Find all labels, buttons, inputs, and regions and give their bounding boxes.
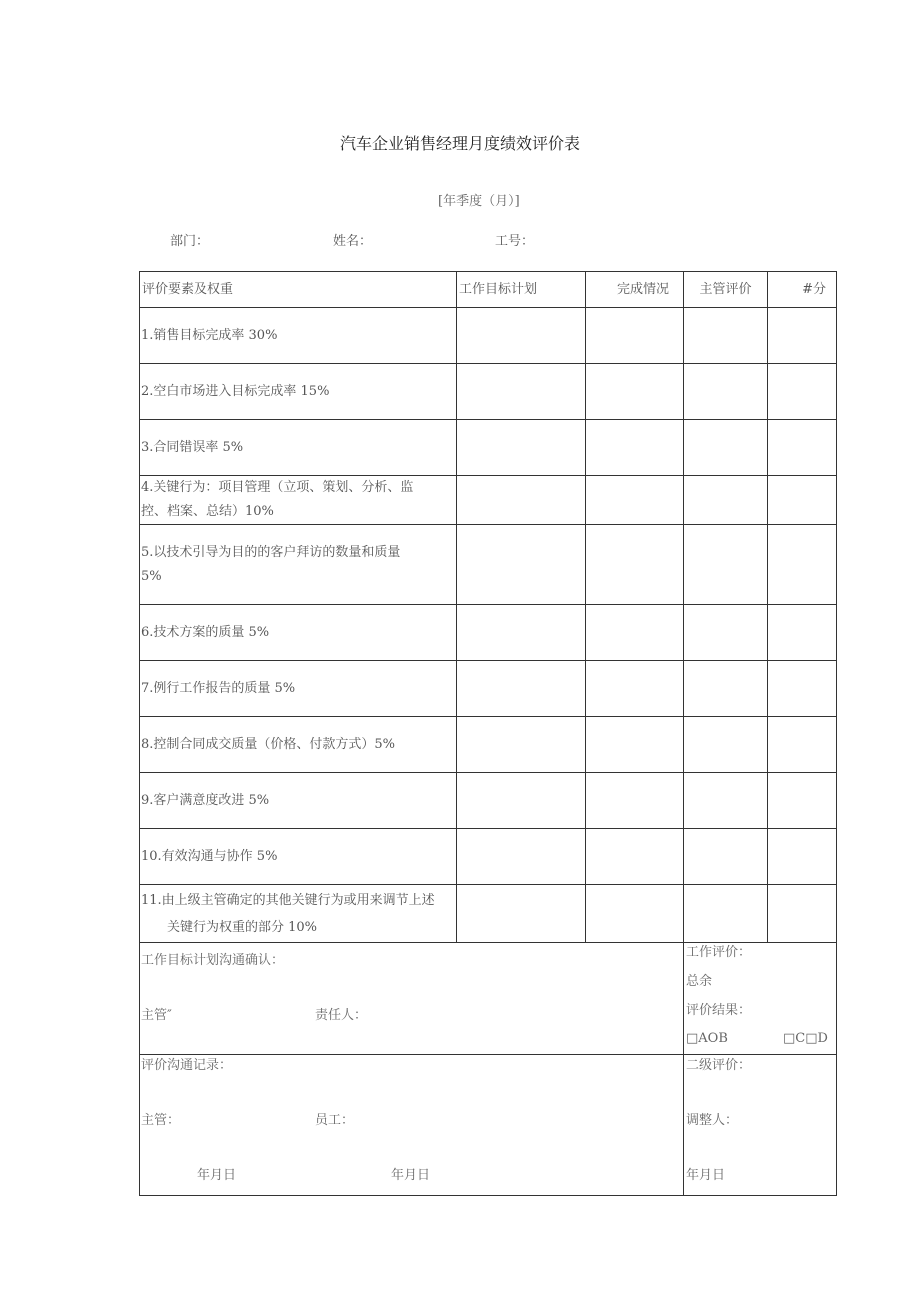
eval-result-label: 评价结果： (686, 1003, 752, 1018)
supervisor-eval-cell[interactable] (684, 525, 768, 605)
table-row (140, 364, 837, 420)
score-cell[interactable] (768, 476, 837, 525)
criterion-cell (140, 829, 457, 885)
second-eval-label: 二级评价： (686, 1058, 752, 1073)
supervisor-label: 主管： (141, 1113, 181, 1128)
header-supervisor-eval: 主管评价 (684, 272, 768, 308)
completion-cell[interactable] (586, 829, 684, 885)
plan-confirm-label: 工作目标计划沟通确认： (141, 953, 285, 968)
completion-cell[interactable] (586, 525, 684, 605)
completion-cell[interactable] (586, 605, 684, 661)
criterion-text: 10.有效沟通与协作 5% (141, 848, 278, 864)
criterion-text: 6.技术方案的质量 5% (141, 624, 270, 640)
period-label: [年季度（月）] (438, 194, 520, 209)
plan-cell[interactable] (457, 364, 586, 420)
header-completion: 完成情况 (586, 272, 684, 308)
score-cell[interactable] (768, 773, 837, 829)
criterion-text-cont: 控、档案、总结）10% (141, 504, 274, 519)
supervisor-sign-label: 主管″ (141, 1008, 172, 1023)
date-left-label: 年月日 (197, 1168, 237, 1183)
plan-cell[interactable] (457, 885, 586, 943)
completion-cell[interactable] (586, 885, 684, 943)
criterion-text: 2.空白市场进入目标完成率 15% (141, 383, 330, 399)
criterion-text: 7.例行工作报告的质量 5% (141, 680, 296, 696)
score-cell[interactable] (768, 717, 837, 773)
plan-cell[interactable] (457, 420, 586, 476)
supervisor-eval-cell[interactable] (684, 308, 768, 364)
criterion-text: 9.客户满意度改进 5% (141, 792, 270, 808)
plan-cell[interactable] (457, 605, 586, 661)
comm-record-block (140, 1055, 684, 1196)
plan-cell[interactable] (457, 661, 586, 717)
supervisor-eval-cell[interactable] (684, 661, 768, 717)
table-row (140, 829, 837, 885)
name-label: 姓名： (333, 234, 373, 249)
score-cell[interactable] (768, 308, 837, 364)
table-row (140, 476, 837, 525)
completion-cell[interactable] (586, 773, 684, 829)
criterion-cell (140, 476, 457, 525)
plan-cell[interactable] (457, 773, 586, 829)
option-cd-checkbox[interactable]: □C□D (783, 1031, 828, 1046)
table-row (140, 308, 837, 364)
department-label: 部门： (170, 234, 210, 249)
employee-id-label: 工号： (495, 234, 535, 249)
plan-cell[interactable] (457, 829, 586, 885)
score-cell[interactable] (768, 364, 837, 420)
work-eval-label: 工作评价： (686, 945, 752, 960)
score-cell[interactable] (768, 605, 837, 661)
date-right-label: 年月日 (686, 1168, 726, 1183)
criterion-text: 3.合同错误率 5% (141, 439, 244, 455)
criterion-text: 5.以技术引导为目的的客户拜访的数量和质量 (141, 544, 401, 560)
work-eval-block (684, 943, 837, 1055)
criterion-text: 11.由上级主管确定的其他关键行为或用来调节上述 (141, 892, 435, 908)
completion-cell[interactable] (586, 661, 684, 717)
record-row (140, 1055, 837, 1196)
confirm-row (140, 943, 837, 1055)
table-row (140, 661, 837, 717)
criterion-text-cont: 关键行为权重的部分 10% (167, 919, 318, 935)
criterion-cell (140, 605, 457, 661)
table-row (140, 717, 837, 773)
supervisor-eval-cell[interactable] (684, 829, 768, 885)
criterion-cell (140, 525, 457, 605)
header-plan: 工作目标计划 (457, 272, 586, 308)
plan-cell[interactable] (457, 476, 586, 525)
score-cell[interactable] (768, 525, 837, 605)
score-cell[interactable] (768, 420, 837, 476)
table-row (140, 605, 837, 661)
criterion-cell (140, 717, 457, 773)
plan-cell[interactable] (457, 308, 586, 364)
criterion-cell (140, 773, 457, 829)
table-row (140, 525, 837, 605)
supervisor-eval-cell[interactable] (684, 476, 768, 525)
evaluation-table (139, 271, 837, 1196)
criterion-cell (140, 308, 457, 364)
criterion-cell (140, 885, 457, 943)
criterion-text: 1.销售目标完成率 30% (141, 327, 278, 343)
header-score: #分 (768, 272, 837, 308)
table-row (140, 773, 837, 829)
table-row (140, 885, 837, 943)
completion-cell[interactable] (586, 308, 684, 364)
page-title: 汽车企业销售经理月度绩效评价表 (339, 134, 580, 153)
criterion-cell (140, 661, 457, 717)
supervisor-eval-cell[interactable] (684, 420, 768, 476)
score-cell[interactable] (768, 885, 837, 943)
criterion-cell (140, 420, 457, 476)
supervisor-eval-cell[interactable] (684, 773, 768, 829)
plan-cell[interactable] (457, 717, 586, 773)
second-eval-block (684, 1055, 837, 1196)
supervisor-eval-cell[interactable] (684, 364, 768, 420)
plan-cell[interactable] (457, 525, 586, 605)
employee-label: 员工： (315, 1113, 355, 1128)
completion-cell[interactable] (586, 364, 684, 420)
score-cell[interactable] (768, 829, 837, 885)
option-ab-checkbox[interactable]: □AOB (686, 1031, 728, 1046)
supervisor-eval-cell[interactable] (684, 605, 768, 661)
completion-cell[interactable] (586, 476, 684, 525)
total-label: 总余 (686, 974, 713, 989)
completion-cell[interactable] (586, 420, 684, 476)
adjuster-label: 调整人： (686, 1113, 739, 1128)
criterion-cell (140, 364, 457, 420)
table-header-row (140, 272, 837, 308)
comm-record-label: 评价沟通记录： (141, 1058, 233, 1073)
criterion-text: 4.关键行为：项目管理（立项、策划、分析、监 (141, 480, 414, 495)
header-criteria: 评价要素及权重 (140, 272, 457, 308)
responsible-sign-label: 责任人： (315, 1008, 368, 1023)
supervisor-eval-cell[interactable] (684, 717, 768, 773)
plan-confirm-block (140, 943, 684, 1055)
score-cell[interactable] (768, 661, 837, 717)
supervisor-eval-cell[interactable] (684, 885, 768, 943)
completion-cell[interactable] (586, 717, 684, 773)
criterion-text-cont: 5% (141, 568, 162, 584)
date-mid-label: 年月日 (391, 1168, 431, 1183)
table-row (140, 420, 837, 476)
criterion-text: 8.控制合同成交质量（价格、付款方式）5% (141, 736, 396, 752)
